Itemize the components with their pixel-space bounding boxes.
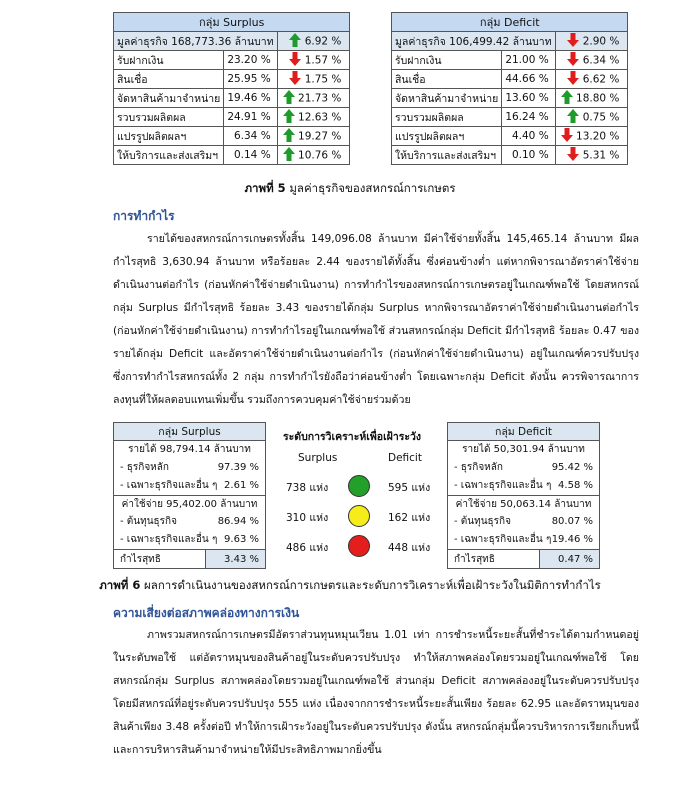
row-name: รวบรวมผลิตผล bbox=[392, 108, 502, 127]
arrow-down-icon bbox=[565, 33, 579, 50]
profit-label: กำไรสุทธิ bbox=[454, 554, 495, 565]
list-item: - เฉพาะธุรกิจและอื่น ๆ 4.58 % bbox=[454, 480, 593, 491]
row-name: รับฝากเงิน bbox=[392, 51, 502, 70]
row-share: 4.40 % bbox=[502, 127, 555, 146]
deficit-count: 448 แห่ง bbox=[388, 542, 431, 554]
income-total: รายได้ 50,301.94 ล้านบาท bbox=[462, 444, 585, 455]
list-item: - เฉพาะธุรกิจและอื่น ๆ 2.61 % bbox=[120, 480, 259, 491]
table-row bbox=[114, 89, 350, 108]
arrow-up-icon bbox=[281, 109, 295, 126]
row-name: ให้บริการและส่งเสริมฯ bbox=[114, 146, 224, 165]
row-change: 6.62 % bbox=[555, 70, 628, 89]
deficit-result-box bbox=[447, 422, 600, 569]
row-change: 21.73 % bbox=[277, 89, 350, 108]
row-change: 13.20 % bbox=[555, 127, 628, 146]
row-change: 19.27 % bbox=[277, 127, 350, 146]
surplus-result-box bbox=[113, 422, 266, 569]
caption-text: ผลการดำเนินงานของสหกรณ์การเกษตรและระดับการวิเคราะห์เพื่อเฝ้าระวังในมิติการทำกำไร bbox=[140, 578, 601, 592]
row-name: จัดหาสินค้ามาจำหน่าย bbox=[114, 89, 224, 108]
surplus-count: 738 แห่ง bbox=[286, 482, 329, 494]
table-title: กลุ่ม Deficit bbox=[392, 13, 628, 32]
expense-total: ค่าใช้จ่าย 50,063.14 ล้านบาท bbox=[448, 495, 599, 513]
row-name: สินเชื่อ bbox=[392, 70, 502, 89]
row-change: 12.63 % bbox=[277, 108, 350, 127]
profit-value: 3.43 % bbox=[205, 550, 265, 568]
income-total: รายได้ 98,794.14 ล้านบาท bbox=[128, 444, 251, 455]
surplus-count: 310 แห่ง bbox=[286, 512, 329, 524]
row-name: แปรรูปผลิตผลฯ bbox=[114, 127, 224, 146]
row-share: 25.95 % bbox=[224, 70, 277, 89]
row-share: 0.10 % bbox=[502, 146, 555, 165]
arrow-down-icon bbox=[565, 52, 579, 69]
table-row bbox=[392, 146, 628, 165]
row-share: 23.20 % bbox=[224, 51, 277, 70]
row-change: 18.80 % bbox=[555, 89, 628, 108]
summary-label: มูลค่าธุรกิจ 168,773.36 ล้านบาท bbox=[114, 32, 278, 51]
list-item: - เฉพาะธุรกิจและอื่น ๆ 19.46 % bbox=[454, 534, 593, 545]
figure-5-caption bbox=[0, 180, 700, 198]
row-name: สินเชื่อ bbox=[114, 70, 224, 89]
arrow-up-icon bbox=[281, 147, 295, 164]
row-change: 1.57 % bbox=[277, 51, 350, 70]
table-row bbox=[392, 108, 628, 127]
table-row bbox=[114, 108, 350, 127]
alert-col-deficit: Deficit bbox=[388, 452, 422, 464]
surplus-business-table bbox=[113, 12, 350, 165]
arrow-down-icon bbox=[287, 52, 301, 69]
row-name: จัดหาสินค้ามาจำหน่าย bbox=[392, 89, 502, 108]
box-title: กลุ่ม Surplus bbox=[114, 423, 265, 441]
deficit-count: 595 แห่ง bbox=[388, 482, 431, 494]
row-share: 21.00 % bbox=[502, 51, 555, 70]
row-share: 44.66 % bbox=[502, 70, 555, 89]
section-paragraph-liquidity: ภาพรวมสหกรณ์การเกษตรมีอัตราส่วนทุนหมุนเวียน 1.01 เท่า การชำระหนี้ระยะสั้นที่ชำระได้ตามกำหนดอยู่ในระดับพอใช้ แต่อัตราหมุนของสินค้าอยู่ในระดับควรปรับปรุง ทำให้สภาพคล่องโดยรวมอยู่ในเกณฑ์พอใช้ โดยสหกรณ์กลุ่ม Surplus สภาพคล่องโดยรวมอยู่ในเกณฑ์พอใช้ ส่วนกลุ่ม Deficit สภาพคล่องอยู่ในระดับควรปรับปรุง โดยมีสหกรณ์ที่อยู่ระดับควรปรับปรุง 555 แห่ง เนื่องจากการชำระหนี้ระยะสั้นเพียง ร้อยละ 62.95 และอัตราหมุนของสินค้าเพียง 3.48 ครั้งต่อปี ทำให้การเฝ้าระวังอยู่ในระดับควรปรับปรุง ดังนั้น สหกรณ์กลุ่มนี้ควรบริหารการเรียกเก็บหนี้และการบริหารสินค้ามาจำหน่ายให้มีประสิทธิภาพมากยิ่งขึ้น bbox=[113, 629, 639, 756]
box-title: กลุ่ม Deficit bbox=[448, 423, 599, 441]
summary-pct: 2.90 % bbox=[555, 32, 628, 51]
row-share: 0.14 % bbox=[224, 146, 277, 165]
table-row bbox=[392, 51, 628, 70]
arrow-down-icon bbox=[565, 147, 579, 164]
arrow-down-icon bbox=[559, 128, 573, 145]
row-change: 1.75 % bbox=[277, 70, 350, 89]
profit-row bbox=[448, 549, 599, 568]
alert-title: ระดับการวิเคราะห์เพื่อเฝ้าระวัง bbox=[283, 431, 422, 443]
list-item: - ต้นทุนธุรกิจ 86.94 % bbox=[120, 516, 259, 527]
row-share: 13.60 % bbox=[502, 89, 555, 108]
surplus-count: 486 แห่ง bbox=[286, 542, 329, 554]
table-row bbox=[114, 127, 350, 146]
summary-label: มูลค่าธุรกิจ 106,499.42 ล้านบาท bbox=[392, 32, 556, 51]
caption-label: ภาพที่ 5 bbox=[244, 181, 286, 195]
row-name: แปรรูปผลิตผลฯ bbox=[392, 127, 502, 146]
row-change: 10.76 % bbox=[277, 146, 350, 165]
row-name: รับฝากเงิน bbox=[114, 51, 224, 70]
table-row bbox=[114, 51, 350, 70]
arrow-up-icon bbox=[565, 109, 579, 126]
row-name: ให้บริการและส่งเสริมฯ bbox=[392, 146, 502, 165]
list-item: - ธุรกิจหลัก 97.39 % bbox=[120, 462, 259, 473]
deficit-business-table bbox=[391, 12, 628, 165]
row-share: 19.46 % bbox=[224, 89, 277, 108]
list-item: - ธุรกิจหลัก 95.42 % bbox=[454, 462, 593, 473]
section-heading-liquidity: ความเสี่ยงต่อสภาพคล่องทางการเงิน bbox=[113, 606, 300, 620]
figure-6-caption bbox=[0, 577, 700, 595]
deficit-count: 162 แห่ง bbox=[388, 512, 431, 524]
table-title: กลุ่ม Surplus bbox=[114, 13, 350, 32]
row-share: 16.24 % bbox=[502, 108, 555, 127]
red-light-icon bbox=[348, 535, 370, 557]
arrow-up-icon bbox=[287, 33, 301, 50]
profit-row bbox=[114, 549, 265, 568]
caption-text: มูลค่าธุรกิจของสหกรณ์การเกษตร bbox=[285, 181, 456, 195]
arrow-up-icon bbox=[559, 90, 573, 107]
arrow-up-icon bbox=[281, 128, 295, 145]
table-row bbox=[114, 70, 350, 89]
row-change: 6.34 % bbox=[555, 51, 628, 70]
table-row bbox=[392, 89, 628, 108]
section-paragraph-profit: รายได้ของสหกรณ์การเกษตรทั้งสิ้น 149,096.08 ล้านบาท มีค่าใช้จ่ายทั้งสิ้น 145,465.14 ล้านบาท มีผลกำไรสุทธิ 3,630.94 ล้านบาท หรือร้อยละ 2.44 ของรายได้ทั้งสิ้น ซึ่งค่อนข้างต่ำ แต่หากพิจารณาอัตราค่าใช้จ่ายดำเนินงานต่อกำไร (ก่อนหักค่าใช้จ่ายดำเนินงาน) การทำกำไรของสหกรณ์การเกษตรอยู่ในเกณฑ์พอใช้ โดยสหกรณ์กลุ่ม Surplus มีกำไรสุทธิ ร้อยละ 3.43 ของรายได้กลุ่ม Surplus หากพิจารณาอัตราค่าใช้จ่ายดำเนินงานต่อกำไร (ก่อนหักค่าใช้จ่ายดำเนินงาน) การทำกำไรอยู่ในเกณฑ์พอใช้ ส่วนสหกรณ์กลุ่ม Deficit มีกำไรสุทธิ ร้อยละ 0.47 ของรายได้กลุ่ม Deficit และอัตราค่าใช้จ่ายดำเนินงานต่อกำไร (ก่อนหักค่าใช้จ่ายดำเนินงาน) อยู่ในเกณฑ์ควรปรับปรุง ซึ่งการทำกำไรสหกรณ์ทั้ง 2 กลุ่ม การทำกำไรยังถือว่าค่อนข้างต่ำ โดยเฉพาะกลุ่ม Deficit ดังนั้น ควรพิจารณาการลงทุนที่ให้ผลตอบแทนเพิ่มขึ้น รวมถึงการควบคุมค่าใช้จ่ายร่วมด้วย bbox=[113, 233, 639, 406]
caption-label: ภาพที่ 6 bbox=[99, 578, 141, 592]
yellow-light-icon bbox=[348, 505, 370, 527]
profit-value: 0.47 % bbox=[539, 550, 599, 568]
table-row bbox=[114, 146, 350, 165]
arrow-down-icon bbox=[565, 71, 579, 88]
section-heading-profit: การทำกำไร bbox=[113, 209, 175, 223]
list-item: - ต้นทุนธุรกิจ 80.07 % bbox=[454, 516, 593, 527]
row-share: 6.34 % bbox=[224, 127, 277, 146]
arrow-up-icon bbox=[281, 90, 295, 107]
green-light-icon bbox=[348, 475, 370, 497]
arrow-down-icon bbox=[287, 71, 301, 88]
row-name: รวบรวมผลิตผล bbox=[114, 108, 224, 127]
alert-col-surplus: Surplus bbox=[298, 452, 338, 464]
row-change: 5.31 % bbox=[555, 146, 628, 165]
expense-total: ค่าใช้จ่าย 95,402.00 ล้านบาท bbox=[114, 495, 265, 513]
row-change: 0.75 % bbox=[555, 108, 628, 127]
table-row bbox=[392, 70, 628, 89]
list-item: - เฉพาะธุรกิจและอื่น ๆ 9.63 % bbox=[120, 534, 259, 545]
row-share: 24.91 % bbox=[224, 108, 277, 127]
table-row bbox=[392, 127, 628, 146]
profit-label: กำไรสุทธิ bbox=[120, 554, 161, 565]
summary-pct: 6.92 % bbox=[277, 32, 350, 51]
